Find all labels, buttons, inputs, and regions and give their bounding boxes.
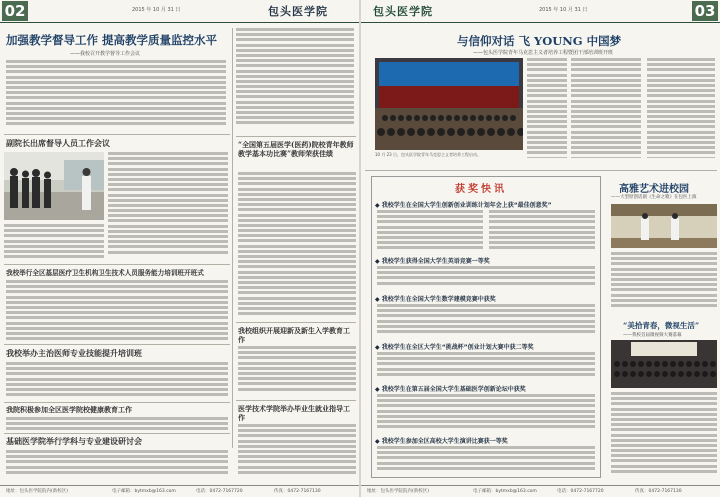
art-article-body (611, 252, 717, 312)
news-item-body (377, 210, 483, 254)
news-item-title: ◆ 我校学生在全区大学生“挑战杯”创业计划大赛中获二等奖 (375, 344, 534, 351)
footer-fax: 传真：0472-7167130 (635, 489, 682, 494)
lead-article-body (6, 60, 226, 130)
news-item-body (489, 210, 595, 254)
section-article-body (238, 172, 356, 322)
column-article-body (236, 28, 354, 133)
photo-caption: 10 月 23 日，包头医学院青年马克思主义者培养工程启动。 (375, 152, 481, 157)
section-rule (365, 170, 717, 171)
award-box-title: 获奖快讯 (455, 184, 507, 195)
footer-email: 电子邮箱：bytmxb@163.com (112, 489, 176, 494)
page-number: 03 (692, 1, 718, 21)
art-subtitle: ——大型原创话剧《生命之歌》在包医上演 (611, 195, 697, 200)
footer-rule (0, 485, 359, 486)
section-title: 基础医学院举行学科与专业建设研讨会 (6, 436, 142, 446)
section-article-body (6, 450, 228, 480)
masthead-brand: 包头医学院 (268, 5, 328, 18)
footer-rule (361, 485, 720, 486)
news-item-body (377, 394, 595, 432)
footer-address: 地址：包头医学院院内(新校区) (367, 489, 430, 494)
right-page (361, 0, 720, 497)
art-title: 高雅艺术进校园 (619, 184, 689, 195)
section-rule (4, 264, 230, 265)
section-rule (4, 433, 230, 434)
lead-article-body (527, 58, 567, 158)
news-item-body (377, 266, 595, 290)
theatre-subtitle: ——我校首届微视频大赛落幕 (623, 333, 682, 338)
section-title: 我校举行全区基层医疗卫生机构卫生技术人员服务能力培训班开班式 (6, 269, 204, 277)
event-stage-photo (375, 58, 523, 150)
lead-subheadline: ——包头医学院青年马克思主义者培养工程暨团干部培训班开班 (473, 50, 614, 56)
news-item-body (377, 446, 595, 472)
footer-phone: 电话：0472-7167720 (196, 489, 243, 494)
header-rule (0, 22, 359, 23)
section-title: 我院积极参加全区医学院校健康教育工作 (6, 405, 132, 414)
page-number: 02 (2, 1, 28, 21)
footer-fax: 传真：0472-7167130 (274, 489, 321, 494)
section-article-body (6, 417, 228, 431)
section-title: 我校举办主治医师专业技能提升培训班 (6, 348, 142, 358)
masthead-brand: 包头医学院 (373, 5, 433, 18)
section-rule (236, 136, 356, 137)
section-title: “全国第五届医学(医药)院校青年教师教学基本功比赛”教师荣获佳绩 (238, 140, 354, 158)
theatre-article-body (611, 392, 717, 480)
news-item-title: ◆ 我校学生获得全国大学生英语竞赛一等奖 (375, 258, 490, 265)
section-article-body (238, 424, 356, 480)
section-title: 副院长出席督导人员工作会议 (6, 138, 110, 148)
lead-article-body (571, 58, 641, 158)
theatre-title: “美拾青春，微视生活” (623, 321, 700, 330)
footer-phone: 电话：0472-7167720 (557, 489, 604, 494)
lead-headline: 与信仰对话 飞 YOUNG 中国梦 (457, 34, 622, 48)
column-divider (232, 28, 233, 448)
page-date: 2015 年 10 月 31 日 (132, 7, 181, 13)
news-item-body (377, 352, 595, 380)
section-rule (4, 134, 230, 135)
lead-subheadline: ——我校召开教学督导工作会议 (70, 51, 141, 57)
section-article-body (6, 280, 228, 342)
news-item-body (377, 304, 595, 338)
section-title: 医学技术学院举办毕业生就业指导工作 (238, 404, 350, 422)
lead-headline: 加强教学督导工作 提高教学质量监控水平 (6, 33, 218, 47)
section-rule (236, 400, 356, 401)
page-date: 2015 年 10 月 31 日 (539, 7, 588, 13)
section-rule (4, 344, 230, 345)
news-item-title: ◆ 我校学生参加全区高校大学生演讲比赛获一等奖 (375, 438, 508, 445)
footer-email: 电子邮箱：bytmxb@163.com (473, 489, 537, 494)
section-article-body (238, 346, 356, 398)
section-rule (236, 322, 356, 323)
section-article-body (108, 152, 228, 262)
news-item-title: ◆ 我校学生在全国大学生数学建模竞赛中获奖 (375, 296, 496, 303)
news-item-title: ◆ 我校学生在第五届全国大学生基础医学创新论坛中获奖 (375, 386, 526, 393)
header-rule (361, 22, 720, 23)
section-rule (4, 402, 230, 403)
article-photo (4, 152, 104, 220)
section-title: 我校组织开展迎新及新生入学教育工作 (238, 326, 350, 344)
stage-play-photo (611, 204, 717, 248)
left-page (0, 0, 359, 497)
photo-caption-body (4, 224, 104, 262)
auditorium-photo (611, 340, 717, 388)
section-article-body (6, 362, 228, 400)
lead-article-body (647, 58, 715, 158)
news-item-title: ◆ 我校学生在全国大学生创新创业训练计划年会上获“最佳创意奖” (375, 202, 552, 209)
footer-address: 地址：包头医学院院内(新校区) (6, 489, 69, 494)
